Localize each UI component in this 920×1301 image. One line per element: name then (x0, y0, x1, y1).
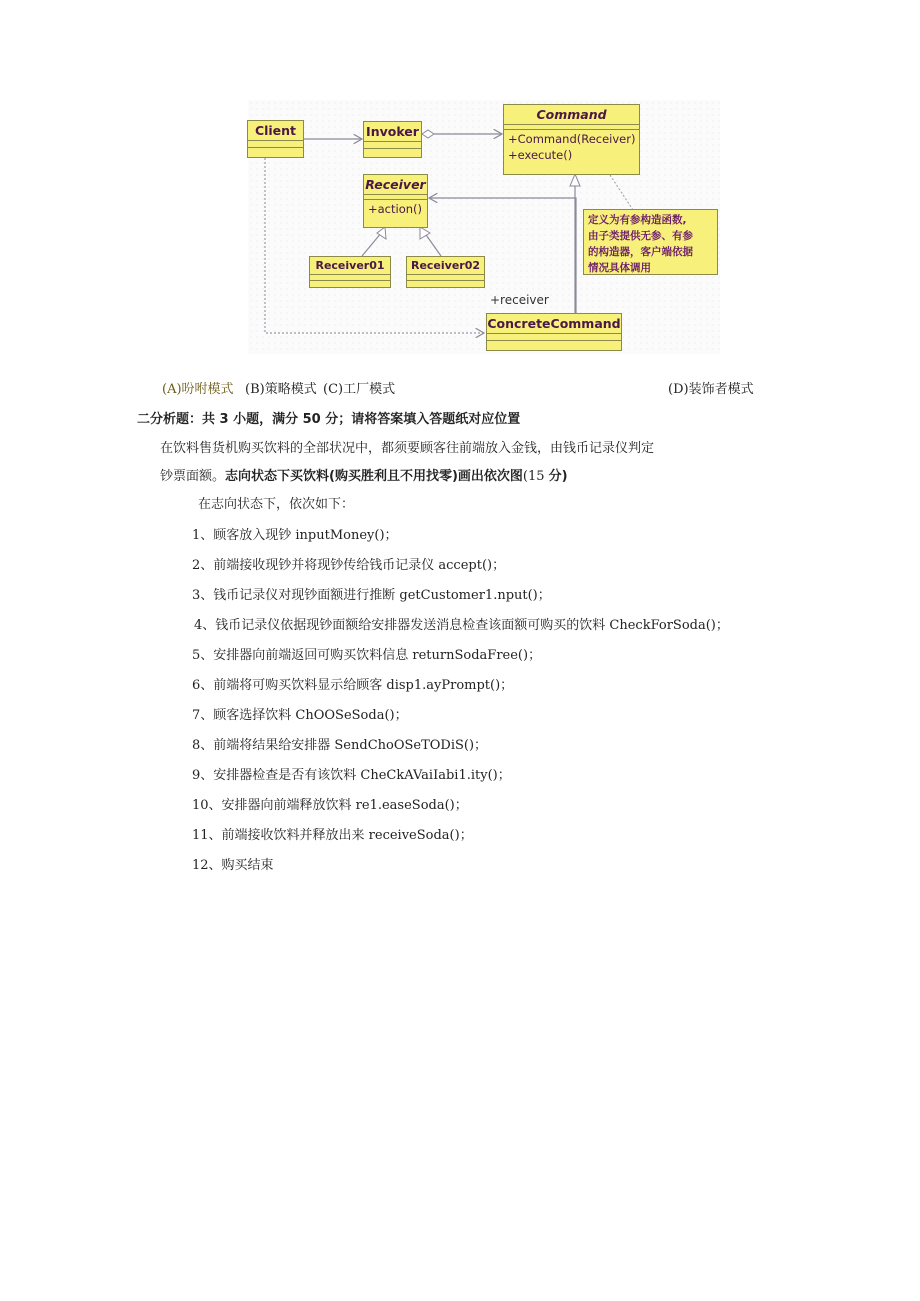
option-b: (B)策略模式 (245, 382, 317, 397)
step-item: 7、顾客选择饮料 ChOOSeSoda()； (192, 708, 408, 723)
intro-plain: 钞票面额。 (160, 469, 226, 484)
note-line: 由子类提供无参、有参 (588, 230, 693, 242)
class-name: Receiver01 (310, 257, 390, 275)
step-item: 10、安排器向前端释放饮料 re1.easeSoda()； (192, 798, 468, 813)
step-item: 5、安排器向前端返回可购买饮料信息 returnSodaFree()； (192, 648, 542, 663)
class-divider (407, 275, 484, 281)
uml-class-client (247, 120, 304, 158)
step-item: 11、前端接收饮料并释放出来 receiveSoda()； (192, 828, 473, 843)
uml-class-receiver02 (406, 256, 485, 288)
step-item: 1、顾客放入现钞 inputMoney()； (192, 528, 398, 543)
class-divider (487, 334, 621, 341)
intro-line-2 (160, 468, 568, 486)
step-item: 8、前端将结果给安排器 SendChoOSeTODiS()； (192, 738, 488, 753)
class-operations (364, 200, 427, 218)
option-c: (C)工厂模式 (323, 382, 396, 397)
operation: +Command(Receiver) (508, 132, 636, 146)
step-item: 3、钱币记录仪对现钞面额进行推断 getCustomer1.nput()； (192, 588, 551, 603)
uml-note (583, 209, 718, 275)
class-name: ConcreteCommand (487, 314, 621, 334)
class-name: Receiver02 (407, 257, 484, 275)
class-divider (248, 141, 303, 148)
class-name: Command (504, 105, 639, 125)
uml-class-receiver01 (309, 256, 391, 288)
operation: +execute() (508, 148, 573, 162)
intro-line-1: 在饮料售货机购买饮料的全部状况中，都须要顾客往前端放入金钱，由钱币记录仪判定 (160, 441, 655, 456)
uml-class-command (503, 104, 640, 175)
class-divider (310, 275, 390, 281)
uml-class-concrete-command (486, 313, 622, 351)
uml-class-invoker (363, 121, 422, 158)
class-divider (364, 142, 421, 149)
command-pattern-uml-diagram (248, 100, 720, 354)
option-d: (D)装饰者模式 (668, 382, 754, 397)
note-line: 的构造器，客户端依据 (588, 246, 693, 258)
class-name: Receiver (364, 175, 427, 195)
note-line: 定义为有参构造函数, (588, 214, 687, 226)
operation: +action() (368, 202, 423, 216)
step-item: 2、前端接收现钞并将现钞传给钱币记录仪 accept()； (192, 558, 506, 573)
steps-lead: 在志向状态下，依次如下： (198, 497, 355, 512)
association-label: +receiver (490, 293, 549, 307)
intro-score: (15 (522, 469, 549, 484)
step-item: 9、安排器检查是否有该饮料 CheCkAVaiIabi1.ity()； (192, 768, 511, 783)
class-name: Client (248, 121, 303, 141)
intro-score-unit: 分) (548, 469, 568, 484)
section-heading: 二分析题：共 3 小题，满分 50 分；请将答案填入答题纸对应位置 (137, 412, 521, 427)
intro-bold: 志向状态下买饮料(购买胜利且不用找零)画出依次图 (225, 469, 523, 484)
uml-class-receiver (363, 174, 428, 228)
class-name: Invoker (364, 122, 421, 142)
class-operations (504, 130, 639, 164)
step-item: 4、钱币记录仪依据现钞面额给安排器发送消息检查该面额可购买的饮料 CheckForSoda()； (194, 618, 729, 633)
step-item: 12、购买结束 (192, 858, 274, 873)
note-line: 情况具体调用 (588, 262, 651, 274)
step-item: 6、前端将可购买饮料显示给顾客 disp1.ayPrompt()； (192, 678, 514, 693)
option-a: (A)吩咐模式 (162, 382, 234, 397)
